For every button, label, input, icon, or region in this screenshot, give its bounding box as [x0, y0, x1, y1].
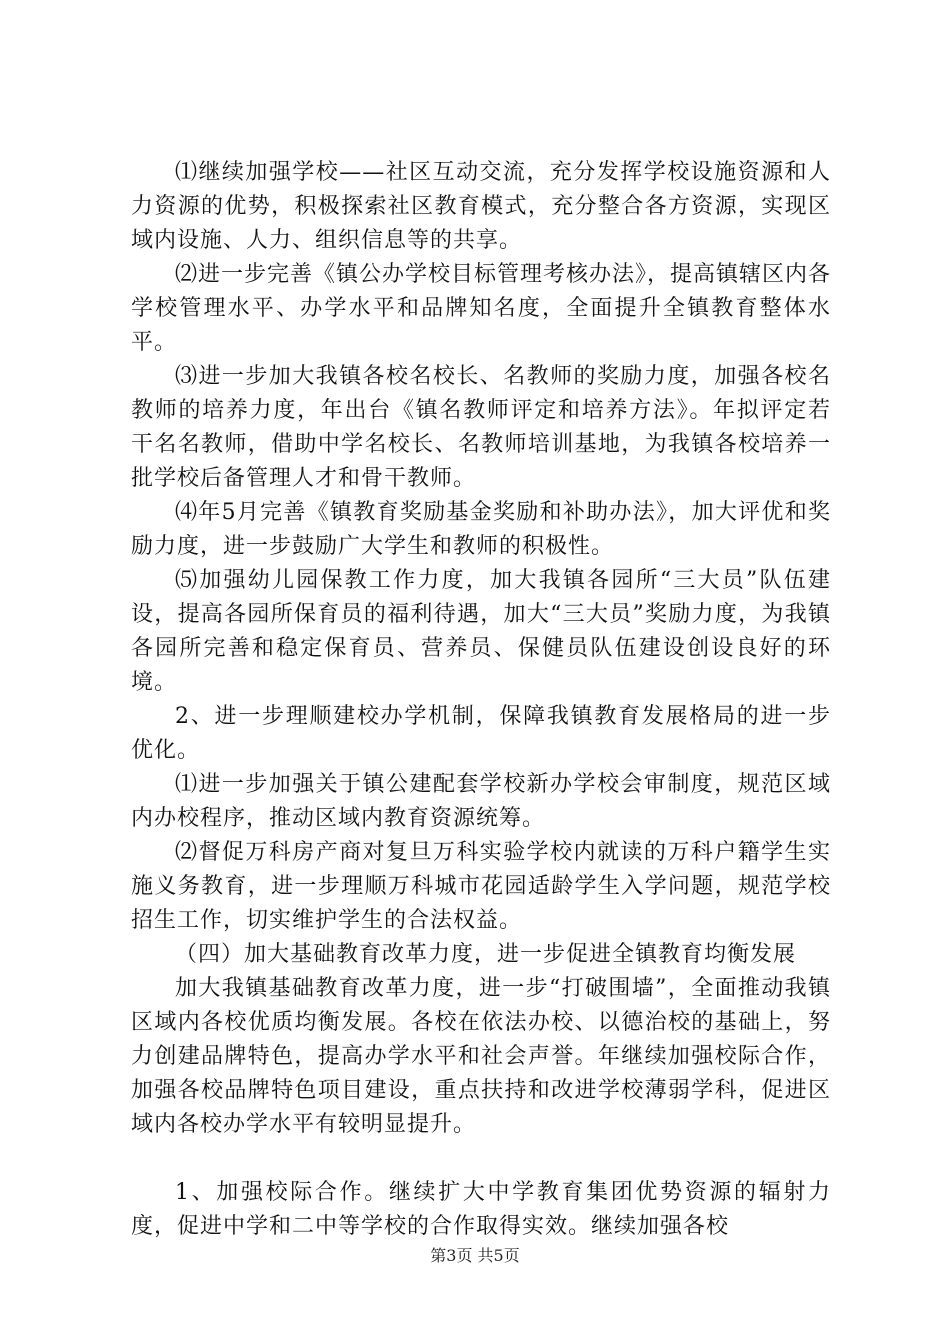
- paragraph-item-1: ⑴继续加强学校——社区互动交流，充分发挥学校设施资源和人力资源的优势，积极探索社区教育模式，充分整合各方资源，实现区域内设施、人力、组织信息等的共享。: [131, 160, 831, 253]
- section-heading-4: （四）加大基础教育改革力度，进一步促进全镇教育均衡发展: [175, 942, 797, 967]
- section-intro-paragraph: 加大我镇基础教育改革力度，进一步“打破围墙”，全面推动我镇区域内各校优质均衡发展。各校在依法办校、以德治校的基础上，努力创建品牌特色，提高办学水平和社会声誉。年继续加强校际合作，加强各校品牌特色项目建设，重点扶持和改进学校薄弱学科，促进区域内各校办学水平有较明显提升。: [131, 976, 831, 1137]
- paragraph-item-6: ⑴进一步加强关于镇公建配套学校新办学校会审制度，规范区域内办校程序，推动区域内教育资源统筹。: [131, 772, 831, 831]
- section-item-2: 2、进一步理顺建校办学机制，保障我镇教育发展格局的进一步优化。: [131, 704, 831, 763]
- document-body: [131, 156, 831, 1244]
- paragraph-item-2: ⑵进一步完善《镇公办学校目标管理考核办法》，提高镇辖区内各学校管理水平、办学水平和品牌知名度，全面提升全镇教育整体水平。: [131, 262, 832, 355]
- page-footer: 第3页 共5页: [430, 1246, 520, 1265]
- paragraph-item-5: ⑸加强幼儿园保教工作力度，加大我镇各园所“三大员”队伍建设，提高各园所保育员的福利待遇，加大“三大员”奖励力度，为我镇各园所完善和稳定保育员、营养员、保健员队伍建设创设良好的环境。: [131, 568, 831, 695]
- paragraph-item-4: ⑷年5月完善《镇教育奖励基金奖励和补助办法》，加大评优和奖励力度，进一步鼓励广大学生和教师的积极性。: [131, 500, 831, 559]
- subsection-item-1: 1、加强校际合作。继续扩大中学教育集团优势资源的辐射力度，促进中学和二中等学校的合作取得实效。继续加强各校: [131, 1180, 831, 1239]
- paragraph-item-3: ⑶进一步加大我镇各校名校长、名教师的奖励力度，加强各校名教师的培养力度，年出台《镇名教师评定和培养方法》。年拟评定若干名名教师，借助中学名校长、名教师培训基地，为我镇各校培养一批学校后备管理人才和骨干教师。: [131, 364, 831, 491]
- paragraph-item-7: ⑵督促万科房产商对复旦万科实验学校内就读的万科户籍学生实施义务教育，进一步理顺万科城市花园适龄学生入学问题，规范学校招生工作，切实维护学生的合法权益。: [131, 840, 831, 933]
